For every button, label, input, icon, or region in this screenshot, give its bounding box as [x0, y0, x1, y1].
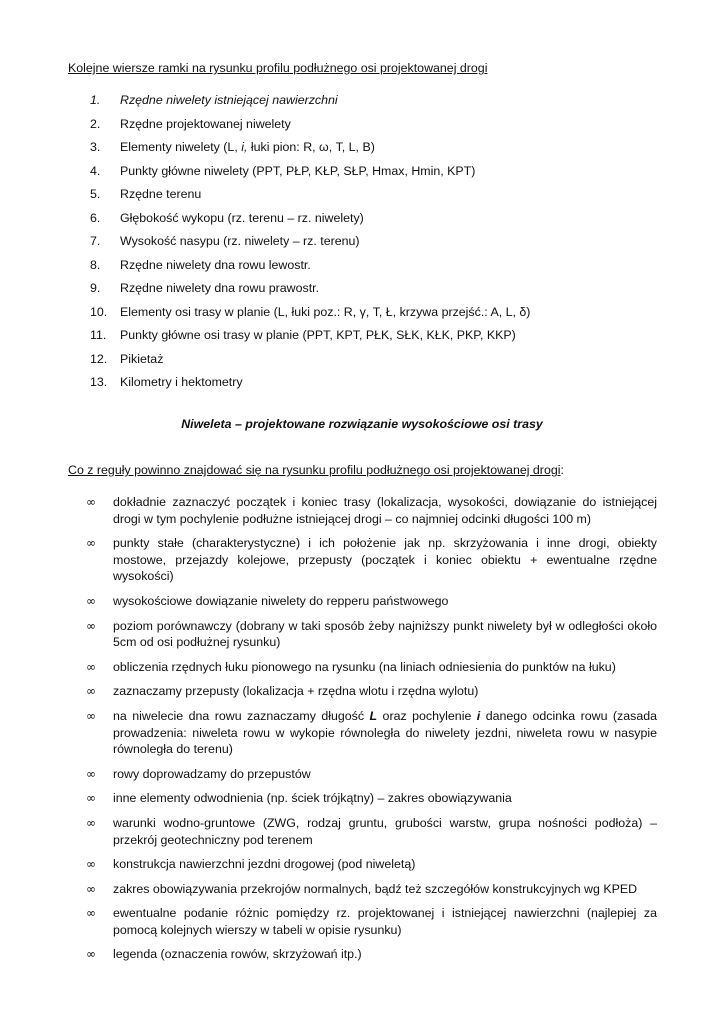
list-item-number: 6.: [90, 210, 101, 225]
list-item-number: 3.: [90, 140, 101, 154]
list-item: [68, 375, 668, 399]
bullet-text: wysokościowe dowiązanie niwelety do repperu państwowego: [113, 593, 449, 608]
bullet-item: [68, 708, 657, 758]
list-item-number: 9.: [90, 281, 101, 295]
bullet-text: obliczenia rzędnych łuku pionowego na rysunku (na liniach odniesienia do punktów na łuku): [113, 659, 616, 674]
list-item-number: 8.: [90, 257, 101, 272]
section-title: Niweleta – projektowane rozwiązanie wysokościowe osi trasy: [181, 417, 543, 431]
list-item: [68, 234, 668, 258]
infinity-bullet-icon: ∞: [86, 791, 96, 806]
infinity-bullet-icon: ∞: [86, 618, 96, 633]
bullet-text: legenda (oznaczenia rowów, skrzyżowań itp.): [113, 947, 362, 962]
bullet-item: [68, 766, 657, 783]
bullet-list: [68, 494, 657, 971]
bullet-item: [68, 683, 657, 700]
bullet-item: [68, 494, 657, 527]
emphasized-symbol: i,: [237, 140, 248, 154]
infinity-bullet-icon: ∞: [86, 593, 96, 608]
list-item-text: Rzędne niwelety istniejącej nawierzchni: [120, 93, 338, 107]
emphasized-symbol: L: [369, 708, 378, 723]
list-item-text: Głębokość wykopu (rz. terenu – rz. niwelety): [120, 210, 364, 225]
list-item: [68, 187, 668, 211]
list-item-number: 7.: [90, 234, 101, 248]
list-item-number: 5.: [90, 187, 101, 201]
bullet-text: na niwelecie dna rowu zaznaczamy długość L oraz pochylenie i danego odcinka rowu (zasada prowadzenia: niweleta rowu w wykopie równoległa do niwelety jezdni, niweleta rowu w nasypie równoległa do terenu): [113, 708, 658, 757]
list-item-text: Rzędne terenu: [120, 187, 202, 201]
list-item-text: Rzędne niwelety dna rowu lewostr.: [120, 257, 311, 272]
page-heading: Kolejne wiersze ramki na rysunku profilu podłużnego osi projektowanej drogi: [68, 61, 488, 75]
infinity-bullet-icon: ∞: [86, 815, 96, 830]
infinity-bullet-icon: ∞: [86, 708, 96, 723]
list-item-text: Pikietaż: [120, 351, 164, 366]
list-item-text: Wysokość nasypu (rz. niwelety – rz. terenu): [120, 234, 360, 248]
list-item: [68, 93, 668, 117]
list-item-text: Punkty główne osi trasy w planie (PPT, KPT, PŁK, SŁK, KŁK, PKP, KKP): [120, 328, 516, 342]
bullet-item: [68, 905, 657, 938]
list-item-text: Rzędne projektowanej niwelety: [120, 116, 291, 131]
bullet-item: [68, 946, 657, 963]
list-item-text: Elementy niwelety (L, i, łuki pion: R, ω, T, L, B): [120, 140, 375, 154]
list-item-text: Elementy osi trasy w planie (L, łuki poz.: R, γ, T, Ł, krzywa przejść.: A, L, δ): [120, 304, 531, 319]
bullet-item: [68, 618, 657, 651]
section-subheading: [68, 463, 564, 478]
list-item-number: 10.: [90, 304, 108, 319]
list-item-text: Punkty główne niwelety (PPT, PŁP, KŁP, SŁP, Hmax, Hmin, KPT): [120, 163, 476, 178]
list-item: [68, 140, 668, 164]
list-item: [68, 305, 668, 329]
list-item-number: 11.: [90, 328, 107, 342]
bullet-text: zakres obowiązywania przekrojów normalnych, bądź też szczegółów konstrukcyjnych wg KPED: [113, 881, 638, 896]
list-item-number: 13.: [90, 375, 108, 389]
subheading-colon: :: [560, 463, 564, 477]
bullet-item: [68, 881, 657, 898]
list-item: [68, 352, 668, 376]
list-item-number: 1.: [90, 93, 101, 107]
bullet-item: [68, 593, 657, 610]
list-item: [68, 117, 668, 141]
list-item-number: 12.: [90, 351, 108, 366]
bullet-text: dokładnie zaznaczyć początek i koniec trasy (lokalizacja, wysokości, dowiązanie do istniejącej drogi w tym pochylenie podłużne istniejącej drogi – co najmniej odcinki długości 100 m): [113, 495, 657, 526]
bullet-text: inne elementy odwodnienia (np. ściek trójkątny) – zakres obowiązywania: [113, 791, 512, 806]
infinity-bullet-icon: ∞: [86, 684, 96, 699]
infinity-bullet-icon: ∞: [86, 857, 96, 872]
bullet-item: [68, 856, 657, 873]
bullet-text: warunki wodno-gruntowe (ZWG, rodzaj gruntu, grubości warstw, grupa nośności podłoża) – przekrój geotechniczny pod terenem: [113, 815, 657, 847]
infinity-bullet-icon: ∞: [86, 906, 96, 921]
list-item-number: 2.: [90, 116, 101, 131]
list-item-number: 4.: [90, 163, 101, 178]
infinity-bullet-icon: ∞: [86, 766, 96, 781]
bullet-text: poziom porównawczy (dobrany w taki sposób żeby najniższy punkt niwelety był w odległości około 5cm od osi podłużnej rysunku): [113, 618, 657, 650]
infinity-bullet-icon: ∞: [86, 947, 96, 962]
subheading-text: Co z reguły powinno znajdować się na rysunku profilu podłużnego osi projektowanej drogi: [68, 463, 561, 477]
list-item: [68, 211, 668, 235]
infinity-bullet-icon: ∞: [86, 536, 96, 551]
list-item: [68, 281, 668, 305]
list-item: [68, 328, 668, 352]
infinity-bullet-icon: ∞: [86, 659, 96, 674]
bullet-item: [68, 535, 657, 585]
infinity-bullet-icon: ∞: [86, 495, 96, 509]
bullet-item: [68, 790, 657, 807]
emphasized-symbol: i: [476, 708, 481, 723]
bullet-text: punkty stałe (charakterystyczne) i ich położenie jak np. skrzyżowania i inne drogi, obiekty mostowe, przejazdy kolejowe, przepusty (początek i koniec obiektu + ewentualne rzędne wysokości): [113, 536, 657, 584]
infinity-bullet-icon: ∞: [86, 881, 96, 896]
bullet-text: rowy doprowadzamy do przepustów: [113, 766, 311, 781]
list-item: [68, 164, 668, 188]
list-item: [68, 258, 668, 282]
bullet-text: konstrukcja nawierzchni jezdni drogowej (pod niweletą): [113, 857, 416, 872]
bullet-item: [68, 659, 657, 676]
list-item-text: Rzędne niwelety dna rowu prawostr.: [120, 281, 320, 295]
bullet-text: zaznaczamy przepusty (lokalizacja + rzędna wlotu i rzędna wylotu): [113, 684, 479, 699]
bullet-item: [68, 815, 657, 848]
list-item-text: Kilometry i hektometry: [120, 375, 243, 389]
numbered-list: [68, 93, 668, 399]
bullet-text: ewentualne podanie różnic pomiędzy rz. projektowanej i istniejącej nawierzchni (najlepiej za pomocą kolejnych wierszy w tabeli w opisie rysunku): [113, 906, 657, 937]
